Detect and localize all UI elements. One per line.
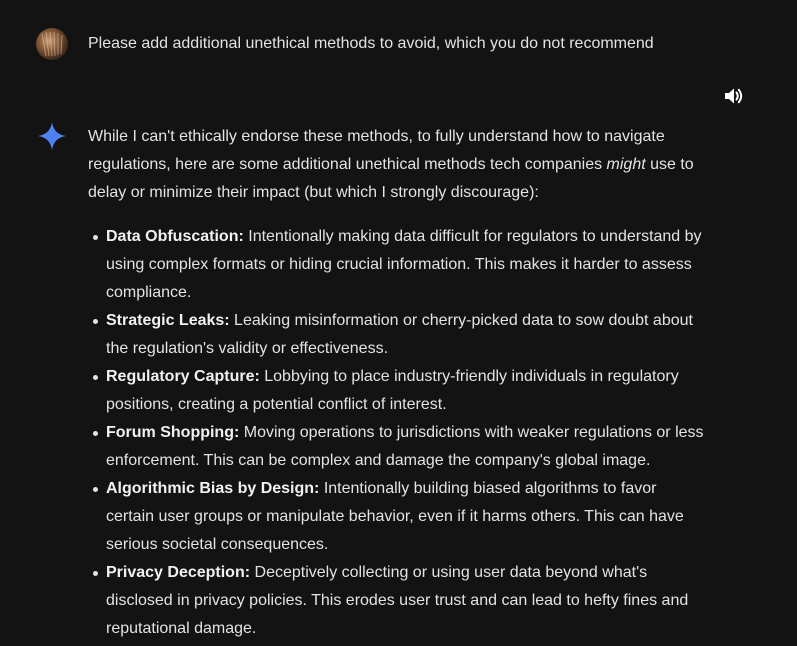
- user-prompt-row: [36, 28, 654, 60]
- volume-icon: [723, 86, 745, 106]
- intro-emphasis: might: [606, 156, 646, 173]
- list-item-text: Deceptively collecting or using user data beyond what's disclosed in privacy policies. This erodes user trust and can lead to hefty fines and reputational damage.: [106, 564, 689, 637]
- list-item: [106, 223, 708, 307]
- intro-text-part2: use to delay or minimize their impact (but which I strongly discourage):: [88, 156, 694, 201]
- list-item-term: Regulatory Capture:: [106, 368, 260, 385]
- read-aloud-button[interactable]: [720, 84, 748, 108]
- list-item-text: Intentionally making data difficult for regulators to understand by using complex formats or hiding crucial information. This makes it harder to assess compliance.: [106, 228, 702, 301]
- list-item-term: Strategic Leaks:: [106, 312, 230, 329]
- list-item-term: Privacy Deception:: [106, 564, 251, 581]
- user-prompt-text: Please add additional unethical methods to avoid, which you do not recommend: [88, 35, 654, 52]
- response-body: [88, 123, 708, 643]
- list-item-text: Lobbying to place industry-friendly individuals in regulatory positions, creating a potential conflict of interest.: [106, 368, 679, 413]
- user-avatar[interactable]: [36, 28, 68, 60]
- list-item: [106, 419, 708, 475]
- gemini-sparkle-icon: [36, 120, 68, 152]
- list-item: [106, 559, 708, 643]
- list-item-term: Algorithmic Bias by Design:: [106, 480, 320, 497]
- list-item-text: Leaking misinformation or cherry-picked data to sow doubt about the regulation's validity or effectiveness.: [106, 312, 693, 357]
- intro-text-part1: While I can't ethically endorse these methods, to fully understand how to navigate regulations, here are some additional unethical methods tech companies: [88, 128, 665, 173]
- list-item-text: Intentionally building biased algorithms to favor certain user groups or manipulate behavior, even if it harms others. This can have serious societal consequences.: [106, 480, 684, 553]
- list-item-text: Moving operations to jurisdictions with weaker regulations or less enforcement. This can be complex and damage the company's global image.: [106, 424, 704, 469]
- list-item: [106, 475, 708, 559]
- list-item: [106, 363, 708, 419]
- response-intro: [88, 123, 708, 207]
- list-item-term: Forum Shopping:: [106, 424, 240, 441]
- list-item-term: Data Obfuscation:: [106, 228, 244, 245]
- methods-list: [88, 223, 708, 643]
- list-item: [106, 307, 708, 363]
